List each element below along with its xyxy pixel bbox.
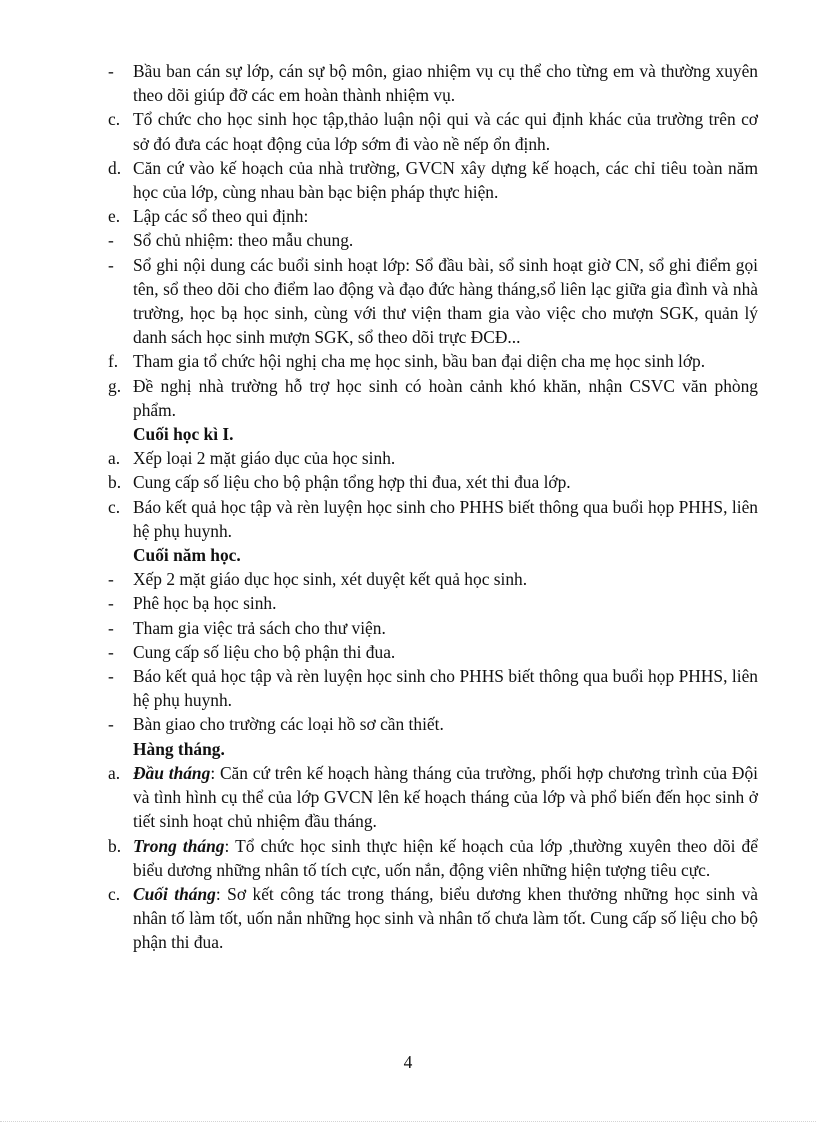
list-marker: d. [108, 157, 122, 178]
list-item-text: Xếp 2 mặt giáo dục học sinh, xét duyệt kết quả học sinh. [133, 569, 528, 590]
section-heading-semester-1 [108, 422, 758, 446]
list-item-text: Sổ chủ nhiệm: theo mẫu chung. [133, 230, 354, 251]
list-item-text: Tham gia tổ chức hội nghị cha mẹ học sinh, bầu ban đại diện cha mẹ học sinh lớp. [133, 351, 706, 372]
list-marker: a. [108, 448, 121, 469]
list-item [108, 882, 758, 955]
list-marker: c. [108, 496, 121, 517]
list-item-text: Bầu ban cán sự lớp, cán sự bộ môn, giao nhiệm vụ cụ thể cho từng em và thường xuyên theo dõi giúp đỡ các em hoàn thành nhiệm vụ. [133, 61, 758, 106]
list-marker: a. [108, 762, 121, 783]
list-item-text: Báo kết quả học tập và rèn luyện học sinh cho PHHS biết thông qua buổi họp PHHS, liên hệ phụ huynh. [133, 666, 758, 711]
list-marker: - [108, 714, 114, 735]
list-item-text: Sổ ghi nội dung các buổi sinh hoạt lớp: Sổ đầu bài, sổ sinh hoạt giờ CN, sổ ghi điểm gọi tên, sổ theo dõi cho điểm lao động và đạo đức hàng tháng,sổ liên lạc giữa gia đình và nhà trường, học bạ học sinh, cùng với thư viện tham gia vào việc cho mượn SGK, quản lý danh sách học sinh mượn SGK, sổ theo dõi trực ĐCĐ... [133, 254, 758, 348]
list-item [108, 59, 758, 107]
list-item [108, 664, 758, 712]
list-marker: - [108, 666, 114, 687]
list-marker: - [108, 230, 114, 251]
list-item-lead: Trong tháng [133, 835, 225, 856]
section-heading-text: Cuối học kì [133, 424, 219, 445]
list-item-text: : Sơ kết công tác trong tháng, biểu dương khen thưởng những học sinh và nhân tố làm tốt, uốn nắn những học sinh và nhân tố chưa làm tốt. Cung cấp số liệu cho bộ phận thi đua. [133, 883, 759, 953]
list-item [108, 591, 758, 615]
list-item [108, 470, 758, 494]
list-item-text: Cung cấp số liệu cho bộ phận thi đua. [133, 641, 396, 662]
list-item [108, 640, 758, 664]
section-heading-monthly: Hàng tháng. [133, 738, 225, 759]
list-item [108, 446, 758, 470]
list-marker: c. [108, 883, 121, 904]
list-marker: - [108, 569, 114, 590]
list-item [108, 228, 758, 252]
section-heading-numeral: I. [222, 424, 234, 445]
list-item [108, 374, 758, 422]
list-marker: b. [108, 835, 122, 856]
list-item [108, 761, 758, 834]
page-body [108, 59, 758, 955]
list-marker: - [108, 641, 114, 662]
list-item-text: : Căn cứ trên kế hoạch hàng tháng của trường, phối hợp chương trình của Đội và tình hình cụ thể của lớp GVCN lên kế hoạch tháng của lớp và phổ biến đến học sinh ở tiết sinh hoạt chủ nhiệm đầu tháng. [133, 762, 759, 832]
list-item-lead: Cuối tháng [133, 883, 216, 904]
list-item-text: Tham gia việc trả sách cho thư viện. [133, 617, 386, 638]
list-marker: e. [108, 206, 121, 227]
list-item [108, 567, 758, 591]
list-marker: - [108, 593, 114, 614]
list-marker: g. [108, 375, 122, 396]
list-item [108, 834, 758, 882]
section-heading-year-end: Cuối năm học. [133, 545, 241, 566]
list-item [108, 253, 758, 350]
list-item-text: Xếp loại 2 mặt giáo dục của học sinh. [133, 448, 396, 469]
list-item-lead: Đầu tháng [133, 762, 211, 783]
list-item-text: Đề nghị nhà trường hỗ trợ học sinh có hoàn cảnh khó khăn, nhận CSVC văn phòng phẩm. [133, 375, 758, 420]
list-marker: - [108, 61, 114, 81]
list-item-text: Lập các sổ theo qui định: [133, 206, 309, 227]
list-item-text: Tổ chức cho học sinh học tập,thảo luận nội qui và các qui định khác của trường trên cơ sở đó đưa các hoạt động của lớp sớm đi vào nề nếp ổn định. [133, 109, 758, 154]
list-item [108, 156, 758, 204]
list-item-text: Báo kết quả học tập và rèn luyện học sinh cho PHHS biết thông qua buổi họp PHHS, liên hệ phụ huynh. [133, 496, 758, 541]
list-item-text: Cung cấp số liệu cho bộ phận tổng hợp thi đua, xét thi đua lớp. [133, 472, 571, 493]
list-item-text: : Tổ chức học sinh thực hiện kế hoạch của lớp ,thường xuyên theo dõi để biểu dương những nhân tố tích cực, uốn nắn, động viên những hiện tượng tiêu cực. [133, 835, 758, 880]
page-bottom-rule [0, 1121, 816, 1122]
list-item [108, 349, 758, 373]
list-marker: c. [108, 109, 121, 130]
list-item-text: Bàn giao cho trường các loại hồ sơ cần thiết. [133, 714, 444, 735]
page-number: 4 [403, 1052, 413, 1072]
list-marker: - [108, 617, 114, 638]
list-item-text: Phê học bạ học sinh. [133, 593, 277, 614]
list-marker: b. [108, 472, 122, 493]
list-item [108, 204, 758, 228]
list-item [108, 495, 758, 543]
list-item-text: Căn cứ vào kế hoạch của nhà trường, GVCN xây dựng kế hoạch, các chỉ tiêu toàn năm học của lớp, cùng nhau bàn bạc biện pháp thực hiện. [133, 157, 758, 203]
list-marker: - [108, 254, 114, 275]
list-marker: f. [108, 351, 119, 372]
list-item [108, 712, 758, 736]
list-item [108, 616, 758, 640]
list-item [108, 107, 758, 155]
